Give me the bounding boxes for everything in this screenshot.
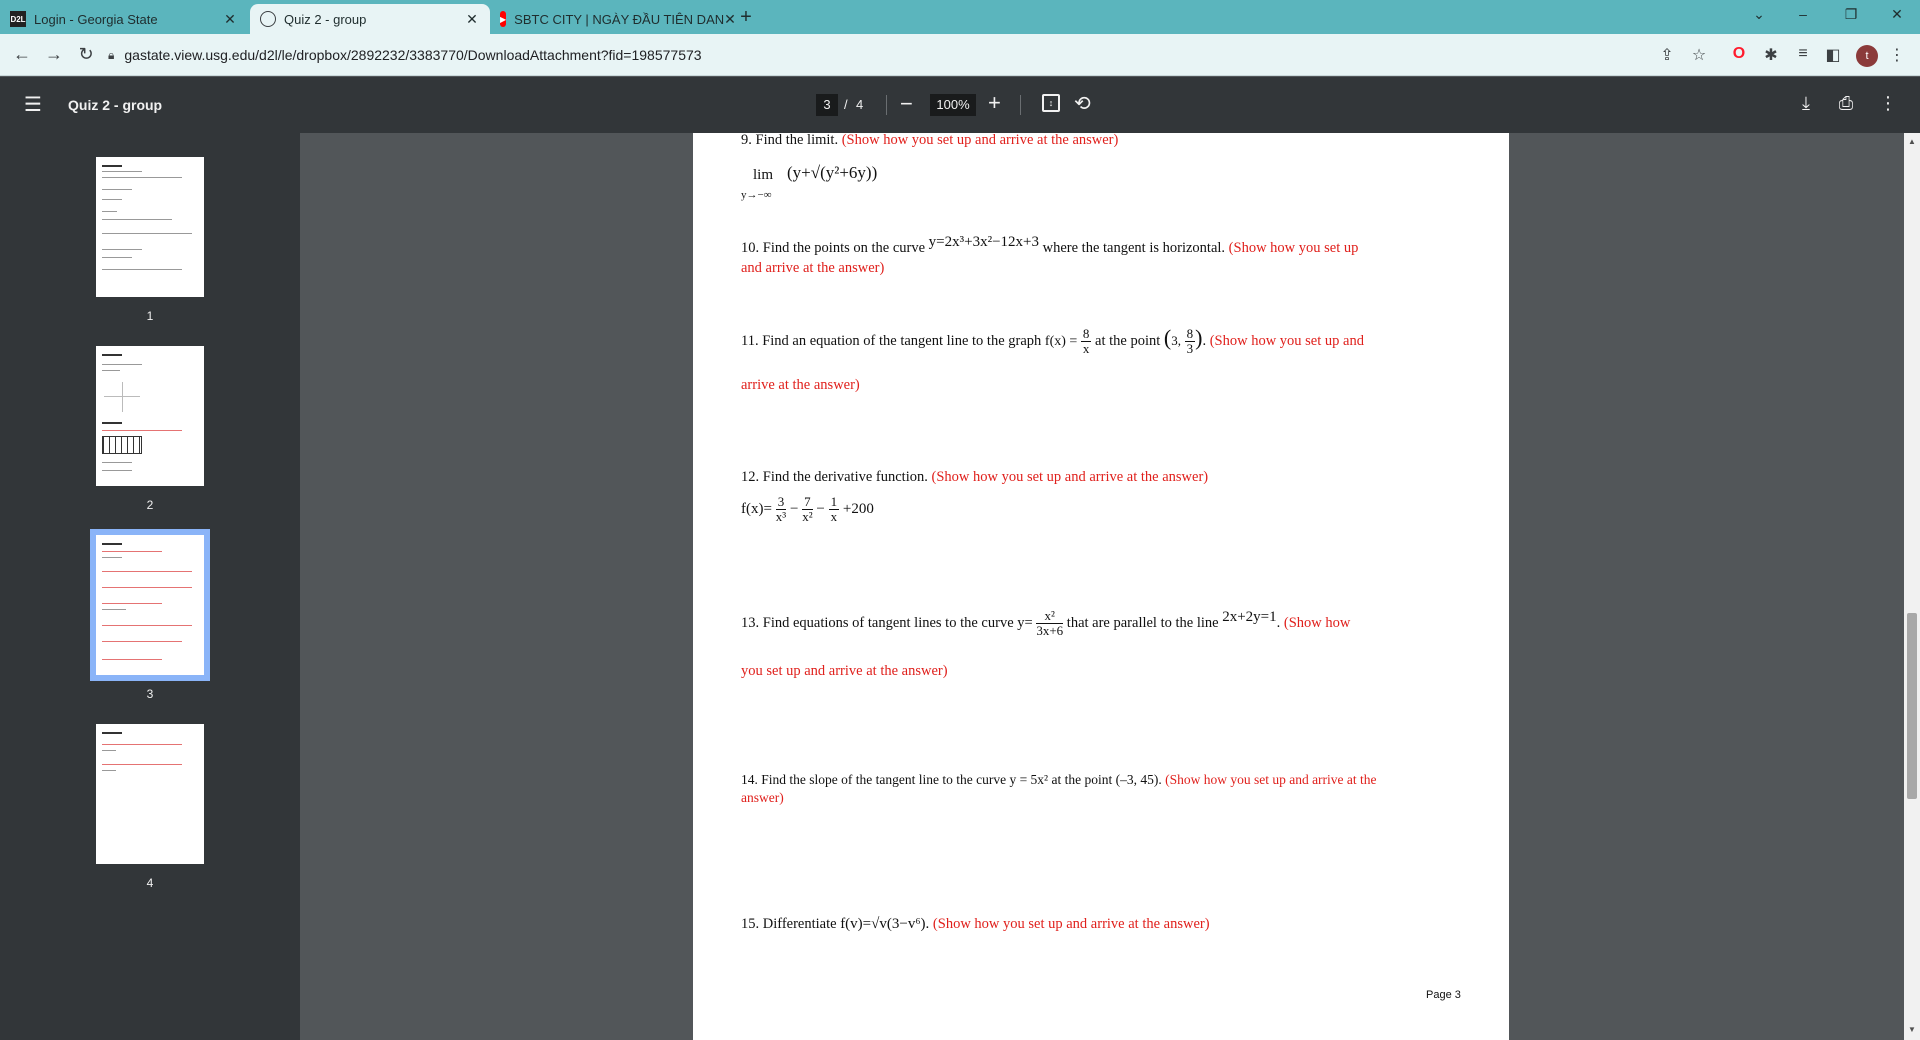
- thumbnail-label: 4: [146, 876, 154, 890]
- denominator: 3: [1186, 341, 1194, 356]
- page-footer: Page 3: [1426, 989, 1461, 1001]
- thumb-line: [102, 269, 182, 270]
- restore-button[interactable]: ❐: [1844, 6, 1858, 22]
- thumb-line: [102, 430, 182, 431]
- page-separator: /: [844, 97, 848, 112]
- thumb-line: [102, 249, 142, 250]
- thumb-line: [102, 219, 172, 220]
- tab-title: SBTC CITY | NGÀY ĐẦU TIÊN DAN: [514, 11, 725, 27]
- fraction: [1185, 327, 1196, 356]
- question-10: [741, 234, 1359, 278]
- thumbnail-label: 1: [146, 309, 154, 323]
- thumbnail-label: 2: [146, 498, 154, 512]
- pdf-page: [693, 133, 1509, 1040]
- menu-icon[interactable]: ☰: [24, 94, 42, 116]
- thumb-line: [102, 462, 132, 463]
- tab-title: Login - Georgia State: [34, 11, 158, 27]
- question-13: 13. Find equations of tangent lines to the curve y= $\frac{\text{x²}}{3x+6}$ that are parallel to the line 2x+2y=1. (Show how: [741, 608, 1351, 638]
- question-note: and arrive at the answer): [741, 260, 885, 276]
- thumb-line: [102, 370, 120, 371]
- thumb-line: [102, 189, 132, 190]
- minimize-button[interactable]: –: [1799, 6, 1807, 22]
- fraction: [776, 495, 787, 524]
- numerator: 8: [1186, 326, 1194, 341]
- thumb-line: [102, 659, 162, 660]
- question-13-note-cont: you set up and arrive at the answer): [741, 663, 948, 679]
- page-thumbnail-4[interactable]: [96, 724, 204, 864]
- question-note: (Show how you set up and arrive at the answer): [841, 132, 1119, 148]
- thumb-line: [102, 625, 192, 626]
- new-tab-button[interactable]: +: [740, 6, 752, 28]
- zoom-in-button[interactable]: +: [988, 90, 1001, 115]
- youtube-icon: ▶: [500, 11, 506, 27]
- fraction: [1081, 327, 1092, 356]
- page-thumbnail-3[interactable]: [96, 535, 204, 675]
- zoom-input[interactable]: 100%: [930, 94, 976, 116]
- function-label: f(x)=: [741, 500, 772, 517]
- question-note: (Show how: [1283, 614, 1351, 631]
- thumb-line: [102, 233, 192, 234]
- question-text: at the point: [1095, 332, 1161, 349]
- pdf-toolbar: [0, 77, 1920, 133]
- toolbar-divider: [1020, 95, 1021, 115]
- question-text: that are parallel to the line: [1066, 614, 1219, 631]
- derivative-function: f(x)= $\frac{3}{\text{x³}}$ − $\frac{7}{\text{x²}}$ − $\frac{1}{x}$ +200: [741, 494, 874, 524]
- address-bar[interactable]: [108, 39, 1708, 71]
- thumb-line: [102, 211, 117, 212]
- question-note: answer): [741, 790, 784, 805]
- question-15: [741, 914, 1210, 934]
- thumb-line: [102, 641, 182, 642]
- toolbar-divider: [886, 95, 887, 115]
- question-text: 14. Find the slope of the tangent line to the curve y = 5x² at the point (–3, 45).: [741, 772, 1162, 787]
- numerator: 3: [777, 494, 785, 509]
- question-note: (Show how you set up and arrive at the answer): [932, 916, 1210, 932]
- thumb-line: [102, 422, 122, 424]
- thumb-line: [102, 587, 192, 588]
- limit-expression: (y+√(y²+6y)): [787, 163, 878, 182]
- thumbnail-sidebar: [0, 133, 300, 1040]
- zoom-out-button[interactable]: −: [900, 91, 913, 116]
- question-12: [741, 467, 1208, 487]
- question-text: 13. Find equations of tangent lines to the curve: [741, 614, 1014, 631]
- tab-title: Quiz 2 - group: [284, 11, 367, 27]
- thumb-line: [102, 257, 132, 258]
- thumb-line: [102, 171, 142, 172]
- numerator: 1: [830, 494, 838, 509]
- lock-icon[interactable]: 🔒︎: [108, 47, 115, 62]
- question-note: (Show how you set up and arrive at the: [1165, 772, 1377, 787]
- back-button[interactable]: ←: [13, 44, 31, 64]
- question-text: 9. Find the limit.: [741, 132, 839, 148]
- rotate-icon[interactable]: ⟲: [1074, 93, 1091, 115]
- question-14: [741, 771, 1377, 807]
- print-icon[interactable]: ⎙: [1838, 93, 1854, 113]
- thumb-line: [102, 551, 162, 552]
- function-label: f(x) =: [1044, 333, 1078, 349]
- thumb-line: [102, 543, 122, 545]
- tab-login[interactable]: [0, 4, 248, 34]
- page-thumbnail-2[interactable]: [96, 346, 204, 486]
- question-note: (Show how you set up and: [1209, 332, 1364, 349]
- vertical-scrollbar[interactable]: [1904, 133, 1920, 1040]
- function-label: y=: [1017, 614, 1033, 631]
- question-text: 10. Find the points on the curve: [741, 240, 926, 256]
- thumb-line: [102, 470, 132, 471]
- globe-icon: [260, 11, 276, 27]
- limit-subscript: y→−∞: [741, 189, 772, 201]
- browser-toolbar: [0, 34, 1920, 76]
- thumb-line: [102, 732, 122, 734]
- forward-button[interactable]: →: [45, 44, 63, 64]
- thumb-table: [102, 436, 142, 454]
- function-expression: f(v)=√v(3−v⁶).: [840, 916, 930, 932]
- d2l-favicon-icon: D2L: [10, 11, 26, 27]
- constant-term: +200: [842, 500, 874, 517]
- denominator: x²: [802, 509, 813, 524]
- more-actions-icon[interactable]: ⋮: [1879, 93, 1897, 113]
- curve-equation: y=2x³+3x²−12x+3: [928, 234, 1040, 250]
- fraction: [802, 495, 813, 524]
- extensions-icon[interactable]: ✱: [1764, 47, 1778, 64]
- fraction: [1036, 609, 1063, 638]
- thumb-line: [102, 764, 182, 765]
- numerator: 8: [1082, 326, 1090, 341]
- total-pages: 4: [856, 97, 864, 112]
- page-number-input[interactable]: 3: [816, 94, 838, 116]
- question-text: 15. Differentiate: [741, 916, 837, 932]
- question-11-note-cont: arrive at the answer): [741, 377, 860, 393]
- browser-menu-icon[interactable]: ⋮: [1889, 47, 1905, 64]
- bracket: ): [1195, 324, 1203, 350]
- question-text: where the tangent is horizontal.: [1042, 240, 1226, 256]
- side-panel-icon[interactable]: ◧: [1825, 47, 1841, 64]
- question-note: (Show how you set up: [1228, 240, 1359, 256]
- scrollbar-thumb[interactable]: [1907, 613, 1917, 799]
- share-icon[interactable]: ⇪: [1660, 47, 1674, 64]
- close-icon[interactable]: ✕: [724, 10, 736, 27]
- denominator: x: [830, 509, 838, 524]
- window-close-button[interactable]: ✕: [1891, 6, 1903, 22]
- scroll-down-icon[interactable]: ▼: [1908, 1025, 1916, 1034]
- thumb-line: [102, 744, 182, 745]
- reading-list-icon[interactable]: ≡: [1798, 45, 1808, 62]
- download-icon[interactable]: ⤓: [1802, 93, 1810, 113]
- tab-youtube[interactable]: [490, 4, 736, 34]
- thumb-line: [102, 354, 122, 356]
- thumb-line: [102, 199, 122, 200]
- denominator: x: [1082, 341, 1090, 356]
- question-11: 11. Find an equation of the tangent line to the graph f(x) = $\frac{8}{x}$ at the point (3, $\frac{8}{3}$ ). (Show how you set up and: [741, 324, 1364, 356]
- thumb-line: [102, 609, 126, 610]
- close-icon[interactable]: ✕: [466, 10, 478, 27]
- bookmark-star-icon[interactable]: ☆: [1691, 47, 1707, 64]
- scroll-up-icon[interactable]: ▲: [1908, 137, 1916, 146]
- opera-extension-icon[interactable]: O: [1732, 45, 1746, 62]
- denominator: x³: [775, 509, 787, 524]
- fraction: [829, 495, 840, 524]
- line-equation: 2x+2y=1: [1222, 608, 1277, 625]
- question-text: 11. Find an equation of the tangent line to the graph: [741, 332, 1042, 349]
- page-thumbnail-1[interactable]: [96, 157, 204, 297]
- thumb-line: [102, 557, 122, 558]
- profile-avatar[interactable]: t: [1856, 45, 1878, 67]
- reload-button[interactable]: ↻: [78, 44, 94, 64]
- question-note: (Show how you set up and arrive at the answer): [931, 469, 1209, 485]
- thumb-line: [102, 364, 142, 365]
- tab-quiz[interactable]: [250, 4, 490, 34]
- bracket: (: [1163, 324, 1172, 350]
- thumb-line: [102, 770, 116, 771]
- denominator: 3x+6: [1036, 623, 1064, 638]
- url-text: gastate.view.usg.edu/d2l/le/dropbox/2892232/3383770/DownloadAttachment?fid=198577573: [124, 47, 702, 63]
- numerator: x²: [1036, 609, 1063, 624]
- limit-label: lim: [753, 167, 774, 183]
- thumb-line: [102, 750, 116, 751]
- thumb-line: [102, 571, 192, 572]
- document-title: Quiz 2 - group: [68, 97, 163, 113]
- tab-search-icon[interactable]: ⌄: [1753, 6, 1765, 22]
- fit-page-icon[interactable]: ↕: [1042, 94, 1060, 112]
- thumbnail-label: 3: [146, 687, 154, 701]
- tab-strip: [0, 0, 1920, 34]
- numerator: 7: [804, 494, 811, 509]
- question-text: 12. Find the derivative function.: [741, 469, 928, 485]
- thumb-line: [102, 603, 162, 604]
- question-9: [741, 130, 1118, 150]
- thumb-line: [102, 165, 122, 167]
- point-x: 3,: [1171, 332, 1181, 348]
- thumb-line: [122, 382, 123, 412]
- close-icon[interactable]: ✕: [224, 10, 236, 27]
- thumb-line: [102, 177, 182, 178]
